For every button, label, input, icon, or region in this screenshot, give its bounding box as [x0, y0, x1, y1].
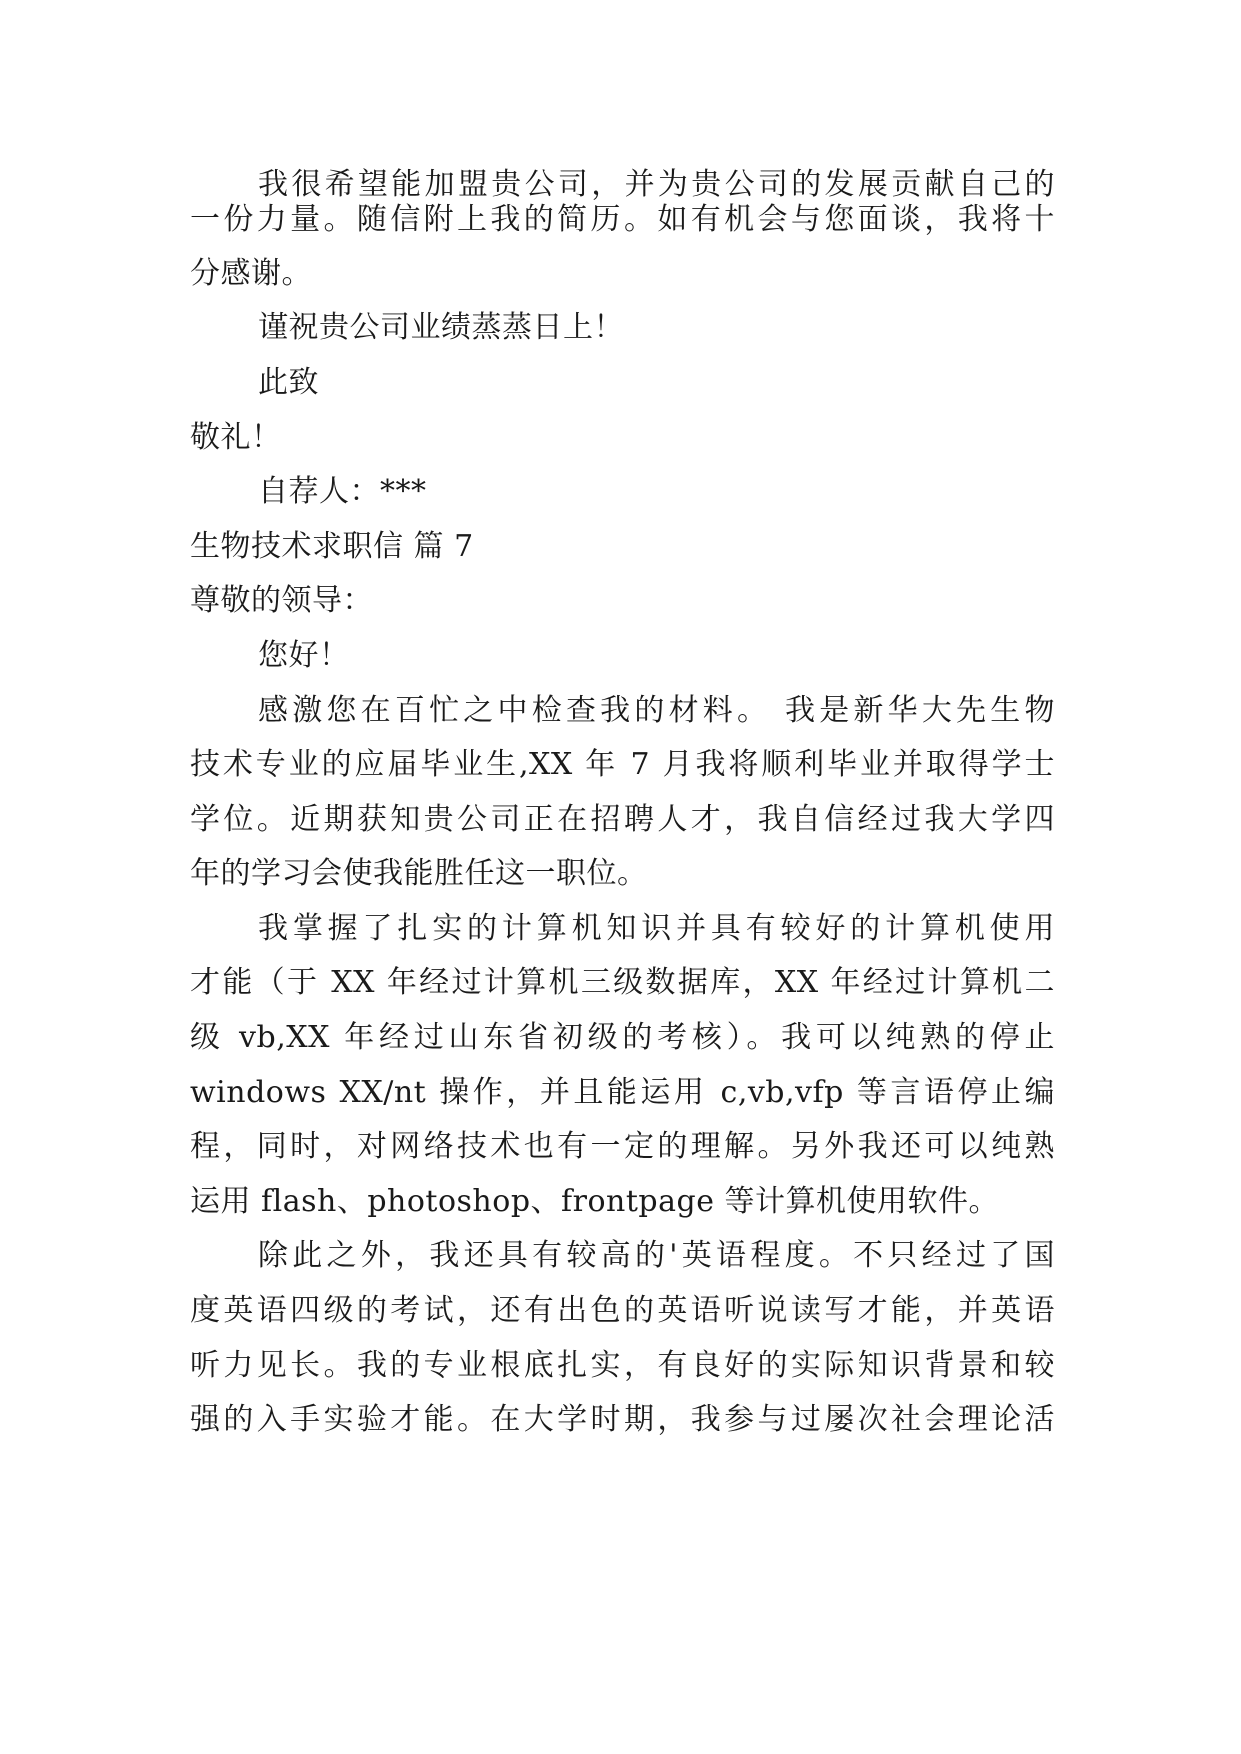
paragraph-line: 分感谢。: [190, 256, 312, 291]
section-heading: 生物技术求职信 篇 7: [190, 529, 474, 564]
paragraph-line: 运用 flash、photoshop、frontpage 等计算机使用软件。: [190, 1184, 999, 1219]
paragraph-line: windows XX/nt 操作，并且能运用 c,vb,vfp 等言语停止编: [190, 1075, 1055, 1110]
letter-hello: 您好！: [258, 638, 350, 673]
paragraph-line: 级 vb,XX 年经过山东省初级的考核）。我可以纯熟的停止: [190, 1020, 1055, 1055]
closing-regards: 敬礼！: [190, 420, 282, 455]
paragraph-line: 学位。近期获知贵公司正在招聘人才，我自信经过我大学四: [190, 802, 1055, 837]
paragraph-line: 听力见长。我的专业根底扎实，有良好的实际知识背景和较: [190, 1348, 1055, 1383]
paragraph-line: 除此之外，我还具有较高的'英语程度。不只经过了国: [258, 1238, 1055, 1273]
paragraph-line: 年的学习会使我能胜任这一职位。: [190, 856, 648, 891]
paragraph-line: 感激您在百忙之中检查我的材料。 我是新华大先生物: [258, 693, 1055, 728]
paragraph-line: 才能（于 XX 年经过计算机三级数据库，XX 年经过计算机二: [190, 965, 1055, 1000]
letter-greeting: 尊敬的领导：: [190, 583, 373, 618]
paragraph-line: 强的入手实验才能。在大学时期，我参与过屡次社会理论活: [190, 1402, 1055, 1437]
closing-salutation: 此致: [258, 365, 319, 400]
closing-wish: 谨祝贵公司业绩蒸蒸日上！: [258, 310, 624, 345]
paragraph-line: 我很希望能加盟贵公司，并为贵公司的发展贡献自己的: [258, 167, 1055, 202]
paragraph-line: 技术专业的应届毕业生,XX 年 7 月我将顺利毕业并取得学士: [190, 747, 1055, 782]
paragraph-line: 程，同时，对网络技术也有一定的理解。另外我还可以纯熟: [190, 1129, 1055, 1164]
signature-line: 自荐人：***: [258, 474, 427, 509]
paragraph-line: 一份力量。随信附上我的简历。如有机会与您面谈，我将十: [190, 202, 1055, 237]
paragraph-line: 度英语四级的考试，还有出色的英语听说读写才能，并英语: [190, 1293, 1055, 1328]
paragraph-line: 我掌握了扎实的计算机知识并具有较好的计算机使用: [258, 911, 1055, 946]
